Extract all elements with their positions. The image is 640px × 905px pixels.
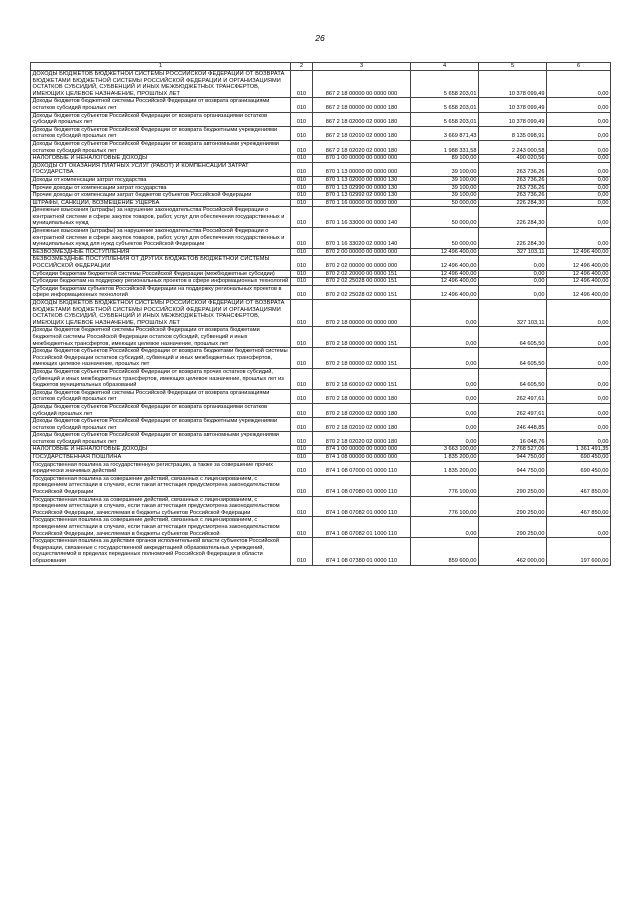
row-line-code-cell: 010: [291, 199, 313, 207]
row-value-col4-cell: 5 658 203,01: [411, 98, 479, 112]
row-value-col6-cell: 0,00: [547, 192, 611, 200]
table-row: [31, 538, 611, 565]
row-value-col4-cell: 0,00: [411, 403, 479, 417]
row-value-col4-cell: 0,00: [411, 418, 479, 432]
row-line-code-cell: 010: [291, 248, 313, 256]
row-budget-code-cell: 870 1 16 00000 00 0000 000: [313, 199, 411, 207]
row-name-cell: Доходы от компенсации затрат государства: [31, 176, 291, 184]
row-value-col5-cell: 462 000,00: [479, 538, 547, 565]
row-value-col4-cell: 3 669 871,43: [411, 126, 479, 140]
row-value-col5-cell: 290 250,00: [479, 475, 547, 496]
row-value-col6-cell: 0,00: [547, 207, 611, 228]
table-row: [31, 517, 611, 538]
row-value-col6-cell: 12 496 400,00: [547, 248, 611, 256]
row-value-col6-cell: 1 361 491,35: [547, 446, 611, 454]
row-line-code-cell: 010: [291, 496, 313, 517]
table-row: [31, 475, 611, 496]
row-budget-code-cell: 874 1 08 07082 01 0000 110: [313, 496, 411, 517]
row-value-col6-cell: 12 496 400,00: [547, 270, 611, 278]
row-value-col4-cell: 12 496 400,00: [411, 270, 479, 278]
row-budget-code-cell: 867 2 18 00000 00 0000 180: [313, 98, 411, 112]
row-value-col6-cell: 0,00: [547, 126, 611, 140]
row-value-col6-cell: 197 600,00: [547, 538, 611, 565]
row-value-col6-cell: 12 496 400,00: [547, 256, 611, 270]
row-value-col4-cell: 5 658 203,01: [411, 71, 479, 98]
row-line-code-cell: 010: [291, 228, 313, 249]
row-line-code-cell: 010: [291, 112, 313, 126]
table-row: [31, 162, 611, 176]
row-name-cell: ДОХОДЫ БЮДЖЕТОВ БЮДЖЕТНОЙ СИСТЕМЫ РОССИЙСКОЙ ФЕДЕРАЦИИ ОТ ВОЗВРАТА БЮДЖЕТАМИ БЮДЖЕТНОЙ СИСТЕМЫ РОССИЙСКОЙ ФЕДЕРАЦИИ И ОРГАНИЗАЦИЯМИ ОСТАТКОВ СУБСИДИЙ, СУБВЕНЦИЙ И ИНЫХ МЕЖБЮДЖЕТНЫХ ТРАНСФЕРТОВ, ИМЕЮЩИХ ЦЕЛЕВОЕ НАЗНАЧЕНИЕ, ПРОШЛЫХ ЛЕТ: [31, 300, 291, 327]
row-budget-code-cell: 867 2 18 02010 02 0000 180: [313, 126, 411, 140]
table-row: [31, 71, 611, 98]
table-row: [31, 140, 611, 154]
row-value-col4-cell: 39 100,00: [411, 184, 479, 192]
column-header-6: 6: [547, 63, 611, 71]
row-name-cell: ДОХОДЫ ОТ ОКАЗАНИЯ ПЛАТНЫХ УСЛУГ (РАБОТ) И КОМПЕНСАЦИИ ЗАТРАТ ГОСУДАРСТВА: [31, 162, 291, 176]
row-value-col6-cell: 0,00: [547, 112, 611, 126]
row-budget-code-cell: 870 2 00 00000 00 0000 000: [313, 248, 411, 256]
table-row: [31, 300, 611, 327]
row-name-cell: Доходы бюджетов субъектов Российской Федерации от возврата бюджетными учреждениями остатков субсидий прошлых лет: [31, 126, 291, 140]
row-budget-code-cell: 874 1 08 07080 01 0000 110: [313, 475, 411, 496]
table-row: [31, 207, 611, 228]
row-value-col6-cell: 0,00: [547, 403, 611, 417]
row-name-cell: Доходы бюджетов субъектов Российской Федерации от возврата автономными учреждениями остатков субсидий прошлых лет: [31, 140, 291, 154]
row-line-code-cell: 010: [291, 285, 313, 299]
row-name-cell: Субсидии бюджетам субъектов Российской Федерации на поддержку региональных проектов в сфере информационных технологий: [31, 285, 291, 299]
row-value-col4-cell: 39 100,00: [411, 176, 479, 184]
row-value-col4-cell: 0,00: [411, 327, 479, 348]
row-value-col4-cell: 0,00: [411, 368, 479, 389]
row-budget-code-cell: 867 2 18 02020 02 0000 180: [313, 140, 411, 154]
row-value-col4-cell: 12 496 400,00: [411, 278, 479, 286]
column-header-4: 4: [411, 63, 479, 71]
row-line-code-cell: 010: [291, 327, 313, 348]
row-budget-code-cell: 870 2 02 25028 00 0000 151: [313, 278, 411, 286]
table-row: [31, 461, 611, 475]
row-value-col4-cell: 1 988 331,58: [411, 140, 479, 154]
row-budget-code-cell: 870 2 18 00000 00 0000 180: [313, 389, 411, 403]
row-budget-code-cell: 870 1 13 02000 00 0000 130: [313, 176, 411, 184]
row-name-cell: НАЛОГОВЫЕ И НЕНАЛОГОВЫЕ ДОХОДЫ: [31, 446, 291, 454]
row-value-col5-cell: 64 605,50: [479, 348, 547, 369]
row-value-col6-cell: 0,00: [547, 389, 611, 403]
row-value-col5-cell: 944 750,00: [479, 454, 547, 462]
row-name-cell: Доходы бюджетов субъектов Российской Федерации от возврата бюджетными учреждениями остатков субсидий прошлых лет: [31, 418, 291, 432]
row-name-cell: Государственная пошлина за государственную регистрацию, а также за совершение прочих юридически значимых действий: [31, 461, 291, 475]
row-value-col6-cell: 0,00: [547, 98, 611, 112]
row-name-cell: Доходы бюджетов субъектов Российской Федерации от возврата организациями остатков субсидий прошлых лет: [31, 112, 291, 126]
table-row: [31, 155, 611, 163]
row-value-col6-cell: 0,00: [547, 71, 611, 98]
row-value-col5-cell: 0,00: [479, 270, 547, 278]
row-value-col5-cell: 290 250,00: [479, 496, 547, 517]
row-value-col5-cell: 64 605,50: [479, 368, 547, 389]
row-value-col4-cell: 39 100,00: [411, 192, 479, 200]
table-row: [31, 446, 611, 454]
row-budget-code-cell: 874 1 08 07380 01 0000 110: [313, 538, 411, 565]
row-name-cell: Денежные взыскания (штрафы) за нарушение законодательства Российской Федерации о контрактной системе в сфере закупок товаров, работ, услуг для обеспечения государственных и муниципальных нужд для нужд субъектов Российской Федерации: [31, 228, 291, 249]
row-budget-code-cell: 870 1 13 02990 00 0000 130: [313, 184, 411, 192]
row-name-cell: Государственная пошлина за совершение действий, связанных с лицензированием, с проведением аттестации в случаях, если такая аттестация предусмотрена законодательством Российской Федерации, зачисляемая в бюджеты субъектов Российской Федерации: [31, 496, 291, 517]
row-line-code-cell: 010: [291, 192, 313, 200]
row-value-col4-cell: 5 658 203,01: [411, 112, 479, 126]
row-budget-code-cell: 870 2 02 00000 00 0000 000: [313, 256, 411, 270]
table-row: [31, 248, 611, 256]
row-budget-code-cell: 874 1 08 07082 01 1000 110: [313, 517, 411, 538]
row-value-col6-cell: 0,00: [547, 418, 611, 432]
row-line-code-cell: 010: [291, 368, 313, 389]
row-line-code-cell: 010: [291, 140, 313, 154]
table-row: [31, 368, 611, 389]
row-value-col5-cell: 0,00: [479, 285, 547, 299]
row-value-col5-cell: 263 736,26: [479, 162, 547, 176]
row-value-col4-cell: 776 100,00: [411, 475, 479, 496]
row-value-col4-cell: 50 000,00: [411, 228, 479, 249]
row-value-col5-cell: 10 378 099,49: [479, 112, 547, 126]
revenue-table: [30, 62, 611, 566]
table-row: [31, 348, 611, 369]
row-value-col5-cell: 263 736,26: [479, 192, 547, 200]
row-value-col4-cell: 776 100,00: [411, 496, 479, 517]
row-line-code-cell: 010: [291, 418, 313, 432]
row-line-code-cell: 010: [291, 207, 313, 228]
row-name-cell: Доходы бюджетов субъектов Российской Федерации от возврата автономными учреждениями остатков субсидий прошлых лет: [31, 432, 291, 446]
row-budget-code-cell: 874 1 08 07000 01 0000 110: [313, 461, 411, 475]
row-line-code-cell: 010: [291, 517, 313, 538]
row-budget-code-cell: 870 2 18 60010 02 0000 151: [313, 368, 411, 389]
row-value-col6-cell: 0,00: [547, 327, 611, 348]
row-line-code-cell: 010: [291, 184, 313, 192]
row-budget-code-cell: 870 1 13 00000 00 0000 000: [313, 162, 411, 176]
row-name-cell: Прочие доходы от компенсации затрат государства: [31, 184, 291, 192]
row-value-col5-cell: 263 736,26: [479, 184, 547, 192]
row-value-col5-cell: 327 103,11: [479, 300, 547, 327]
row-budget-code-cell: 870 2 02 25028 02 0000 151: [313, 285, 411, 299]
row-line-code-cell: 010: [291, 126, 313, 140]
row-value-col6-cell: 0,00: [547, 184, 611, 192]
row-name-cell: Денежные взыскания (штрафы) за нарушение законодательства Российской Федерации о контрактной системе в сфере закупок товаров, работ, услуг для обеспечения государственных и муниципальных нужд: [31, 207, 291, 228]
row-value-col5-cell: 10 378 099,49: [479, 71, 547, 98]
row-budget-code-cell: 867 2 18 02000 02 0000 180: [313, 112, 411, 126]
row-value-col5-cell: 944 750,00: [479, 461, 547, 475]
row-line-code-cell: 010: [291, 300, 313, 327]
row-line-code-cell: 010: [291, 256, 313, 270]
row-name-cell: НАЛОГОВЫЕ И НЕНАЛОГОВЫЕ ДОХОДЫ: [31, 155, 291, 163]
row-value-col4-cell: 859 600,00: [411, 538, 479, 565]
row-value-col5-cell: 0,00: [479, 256, 547, 270]
row-value-col6-cell: 0,00: [547, 140, 611, 154]
table-row: [31, 403, 611, 417]
table-row: [31, 199, 611, 207]
column-header-5: 5: [479, 63, 547, 71]
row-value-col5-cell: 16 048,76: [479, 432, 547, 446]
table-row: [31, 184, 611, 192]
row-value-col4-cell: 12 496 400,00: [411, 285, 479, 299]
row-name-cell: Субсидии бюджетам бюджетной системы Российской Федерации (межбюджетные субсидии): [31, 270, 291, 278]
row-name-cell: Доходы бюджетов бюджетной системы Российской Федерации от возврата организациями остатков субсидий прошлых лет: [31, 389, 291, 403]
row-name-cell: ШТРАФЫ, САНКЦИИ, ВОЗМЕЩЕНИЕ УЩЕРБА: [31, 199, 291, 207]
row-line-code-cell: 010: [291, 461, 313, 475]
row-value-col5-cell: 64 605,50: [479, 327, 547, 348]
row-value-col5-cell: 290 250,00: [479, 517, 547, 538]
row-value-col5-cell: 262 497,61: [479, 403, 547, 417]
row-value-col4-cell: 0,00: [411, 517, 479, 538]
row-value-col5-cell: 226 284,30: [479, 199, 547, 207]
row-value-col4-cell: 12 496 400,00: [411, 256, 479, 270]
table-row: [31, 454, 611, 462]
table-row: [31, 327, 611, 348]
row-line-code-cell: 010: [291, 475, 313, 496]
row-name-cell: Прочие доходы от компенсации затрат бюджетов субъектов Российской Федерации: [31, 192, 291, 200]
row-budget-code-cell: 870 2 18 00000 00 0000 000: [313, 300, 411, 327]
column-header-1: 1: [31, 63, 291, 71]
table-row: [31, 278, 611, 286]
row-value-col6-cell: 0,00: [547, 155, 611, 163]
row-budget-code-cell: 874 1 08 00000 00 0000 000: [313, 454, 411, 462]
table-row: [31, 432, 611, 446]
row-budget-code-cell: 870 1 16 33020 02 0000 140: [313, 228, 411, 249]
row-budget-code-cell: 870 1 13 02992 02 0000 130: [313, 192, 411, 200]
row-value-col4-cell: 3 663 100,00: [411, 446, 479, 454]
row-value-col5-cell: 2 243 000,58: [479, 140, 547, 154]
row-value-col5-cell: 10 378 099,49: [479, 98, 547, 112]
row-name-cell: Доходы бюджетов субъектов Российской Федерации от возврата прочих остатков субсидий, субвенций и иных межбюджетных трансфертов, имеющих целевое назначение, прошлых лет из бюджетов муниципальных образований: [31, 368, 291, 389]
row-value-col5-cell: 226 284,30: [479, 207, 547, 228]
row-value-col4-cell: 50 000,00: [411, 207, 479, 228]
row-value-col4-cell: 0,00: [411, 348, 479, 369]
row-value-col5-cell: 2 768 527,06: [479, 446, 547, 454]
row-budget-code-cell: 874 1 00 00000 00 0000 000: [313, 446, 411, 454]
table-body: [31, 71, 611, 566]
row-value-col4-cell: 89 100,00: [411, 155, 479, 163]
row-budget-code-cell: 870 2 18 00000 02 0000 151: [313, 348, 411, 369]
row-name-cell: Доходы бюджетов бюджетной системы Российской Федерации от возврата бюджетами бюджетной системы Российской Федерации остатков субсидий, субвенций и иных межбюджетных трансфертов, имеющих целевое назначение, прошлых лет: [31, 327, 291, 348]
row-value-col6-cell: 0,00: [547, 300, 611, 327]
row-budget-code-cell: 870 2 18 02020 02 0000 180: [313, 432, 411, 446]
table-row: [31, 126, 611, 140]
row-budget-code-cell: 870 2 18 02000 02 0000 180: [313, 403, 411, 417]
row-value-col6-cell: 0,00: [547, 162, 611, 176]
row-name-cell: ГОСУДАРСТВЕННАЯ ПОШЛИНА: [31, 454, 291, 462]
row-line-code-cell: 010: [291, 176, 313, 184]
row-value-col5-cell: 8 135 098,91: [479, 126, 547, 140]
row-line-code-cell: 010: [291, 155, 313, 163]
row-value-col4-cell: 12 496 400,00: [411, 248, 479, 256]
row-line-code-cell: 010: [291, 454, 313, 462]
row-line-code-cell: 010: [291, 71, 313, 98]
row-line-code-cell: 010: [291, 162, 313, 176]
row-value-col6-cell: 690 450,00: [547, 454, 611, 462]
row-value-col5-cell: 490 020,56: [479, 155, 547, 163]
row-name-cell: БЕЗВОЗМЕЗДНЫЕ ПОСТУПЛЕНИЯ ОТ ДРУГИХ БЮДЖЕТОВ БЮДЖЕТНОЙ СИСТЕМЫ РОССИЙСКОЙ ФЕДЕРАЦИИ: [31, 256, 291, 270]
row-budget-code-cell: 867 2 18 00000 00 0000 000: [313, 71, 411, 98]
row-value-col6-cell: 0,00: [547, 228, 611, 249]
row-name-cell: ДОХОДЫ БЮДЖЕТОВ БЮДЖЕТНОЙ СИСТЕМЫ РОССИЙСКОЙ ФЕДЕРАЦИИ ОТ ВОЗВРАТА БЮДЖЕТАМИ БЮДЖЕТНОЙ СИСТЕМЫ РОССИЙСКОЙ ФЕДЕРАЦИИ И ОРГАНИЗАЦИЯМИ ОСТАТКОВ СУБСИДИЙ, СУБВЕНЦИЙ И ИНЫХ МЕЖБЮДЖЕТНЫХ ТРАНСФЕРТОВ, ИМЕЮЩИХ ЦЕЛЕВОЕ НАЗНАЧЕНИЕ, ПРОШЛЫХ ЛЕТ: [31, 71, 291, 98]
table-row: [31, 389, 611, 403]
table-row: [31, 256, 611, 270]
row-value-col5-cell: 262 497,61: [479, 389, 547, 403]
row-budget-code-cell: 870 1 16 33000 00 0000 140: [313, 207, 411, 228]
row-value-col5-cell: 226 284,30: [479, 228, 547, 249]
row-value-col4-cell: 50 000,00: [411, 199, 479, 207]
row-name-cell: Государственная пошлина за совершение действий, связанных с лицензированием, с проведением аттестации в случаях, если такая аттестация предусмотрена законодательством Российской Федерации: [31, 475, 291, 496]
row-line-code-cell: 010: [291, 538, 313, 565]
row-value-col4-cell: 0,00: [411, 389, 479, 403]
table-row: [31, 496, 611, 517]
row-name-cell: Доходы бюджетов субъектов Российской Федерации от возврата организациями остатков субсидий прошлых лет: [31, 403, 291, 417]
row-budget-code-cell: 870 2 18 02010 02 0000 180: [313, 418, 411, 432]
row-value-col6-cell: 467 850,00: [547, 496, 611, 517]
row-value-col5-cell: 263 736,26: [479, 176, 547, 184]
table-row: [31, 192, 611, 200]
row-value-col6-cell: 12 496 400,00: [547, 278, 611, 286]
row-line-code-cell: 010: [291, 432, 313, 446]
row-budget-code-cell: 870 2 18 00000 00 0000 151: [313, 327, 411, 348]
row-budget-code-cell: 870 1 00 00000 00 0000 000: [313, 155, 411, 163]
table-row: [31, 418, 611, 432]
row-value-col5-cell: 246 448,85: [479, 418, 547, 432]
row-name-cell: БЕЗВОЗМЕЗДНЫЕ ПОСТУПЛЕНИЯ: [31, 248, 291, 256]
row-value-col6-cell: 0,00: [547, 199, 611, 207]
table-row: [31, 228, 611, 249]
row-value-col4-cell: 0,00: [411, 432, 479, 446]
row-name-cell: Государственная пошлина за совершение действий, связанных с лицензированием, с проведением аттестации в случаях, если такая аттестация предусмотрена законодательством Российской Федерации, зачисляемая в бюджеты субъектов Российской: [31, 517, 291, 538]
row-line-code-cell: 010: [291, 98, 313, 112]
table-row: [31, 176, 611, 184]
row-line-code-cell: 010: [291, 278, 313, 286]
row-value-col6-cell: 0,00: [547, 176, 611, 184]
table-header-row: [31, 63, 611, 71]
row-name-cell: Субсидии бюджетам на поддержку региональных проектов в сфере информационных технологий: [31, 278, 291, 286]
table-row: [31, 270, 611, 278]
row-name-cell: Доходы бюджетов бюджетной системы Российской Федерации от возврата организациями остатков субсидий прошлых лет: [31, 98, 291, 112]
row-value-col6-cell: 690 450,00: [547, 461, 611, 475]
row-value-col6-cell: 0,00: [547, 517, 611, 538]
row-name-cell: Государственная пошлина за действия органов исполнительной власти субъектов Российской Федерации, связанные с государственной аккредитацией образовательных учреждений, осуществляемой в пределах переданных полномочий Российской Федерации в области образования: [31, 538, 291, 565]
row-line-code-cell: 010: [291, 389, 313, 403]
row-value-col5-cell: 327 103,11: [479, 248, 547, 256]
page-number: 26: [315, 33, 325, 43]
table-row: [31, 112, 611, 126]
row-line-code-cell: 010: [291, 446, 313, 454]
row-budget-code-cell: 870 2 02 20000 00 0000 151: [313, 270, 411, 278]
row-value-col6-cell: 0,00: [547, 432, 611, 446]
row-name-cell: Доходы бюджетов субъектов Российской Федерации от возврата бюджетами бюджетной системы Российской Федерации остатков субсидий, субвенций и иных межбюджетных трансфертов, имеющих целевое назначение, прошлых лет: [31, 348, 291, 369]
row-value-col4-cell: 39 100,00: [411, 162, 479, 176]
column-header-2: 2: [291, 63, 313, 71]
row-value-col4-cell: 1 835 200,00: [411, 461, 479, 475]
row-value-col4-cell: 1 835 200,00: [411, 454, 479, 462]
column-header-3: 3: [313, 63, 411, 71]
row-value-col4-cell: 0,00: [411, 300, 479, 327]
row-value-col6-cell: 0,00: [547, 368, 611, 389]
row-line-code-cell: 010: [291, 348, 313, 369]
row-value-col6-cell: 0,00: [547, 348, 611, 369]
row-line-code-cell: 010: [291, 403, 313, 417]
row-value-col6-cell: 467 850,00: [547, 475, 611, 496]
table-row: [31, 285, 611, 299]
row-line-code-cell: 010: [291, 270, 313, 278]
row-value-col6-cell: 12 496 400,00: [547, 285, 611, 299]
table-row: [31, 98, 611, 112]
row-value-col5-cell: 0,00: [479, 278, 547, 286]
